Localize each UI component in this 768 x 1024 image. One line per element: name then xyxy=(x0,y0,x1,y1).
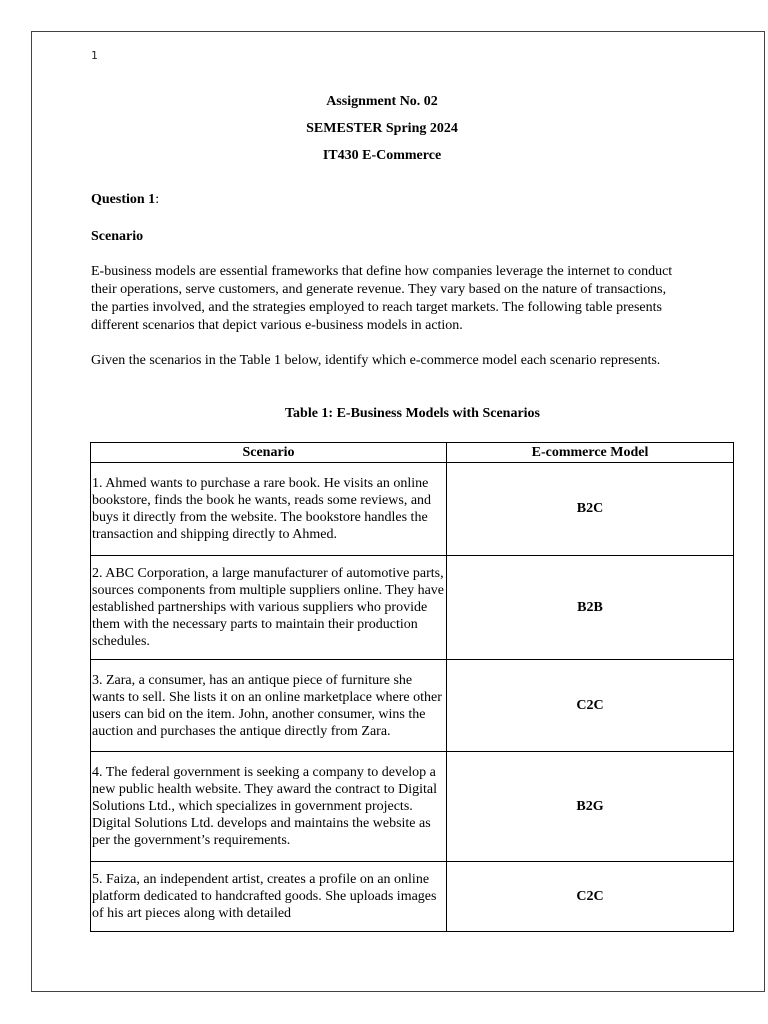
table-row xyxy=(91,463,734,556)
assignment-title: Assignment No. 02 xyxy=(326,94,438,109)
page-number: 1 xyxy=(91,49,98,62)
table-caption: Table 1: E-Business Models with Scenarios xyxy=(284,406,540,421)
intro-paragraph: E-business models are essential frameworks that define how companies leverage the internet to conduct their operations, serve customers, and generate revenue. They vary based on the nature of transactions, the parties involved, and the strategies employed to reach target markets. The following table presents different scenarios that depict various e-business models in action. xyxy=(91,264,673,333)
table-row xyxy=(91,752,734,862)
model-cell: B2B xyxy=(447,556,734,660)
scenario-cell: 4. The federal government is seeking a company to develop a new public health website. They award the contract to Digital Solutions Ltd., which specializes in government projects. Digital Solutions Ltd. develops and maintains the website as per the government’s requirements. xyxy=(91,752,447,862)
table-row xyxy=(91,862,734,932)
scenario-heading: Scenario xyxy=(91,229,144,244)
header-scenario: Scenario xyxy=(91,443,447,463)
table-header-row xyxy=(91,443,734,463)
scenario-cell: 3. Zara, a consumer, has an antique piece of furniture she wants to sell. She lists it on an online marketplace where other users can bid on the item. John, another consumer, wins the auction and purchases the antique directly from Zara. xyxy=(91,660,447,752)
scenario-cell: 1. Ahmed wants to purchase a rare book. He visits an online bookstore, finds the book he wants, reads some reviews, and buys it directly from the website. The bookstore handles the transaction and shipping directly to Ahmed. xyxy=(91,463,447,556)
question-suffix: : xyxy=(155,192,160,207)
table-row xyxy=(91,660,734,752)
model-cell: B2G xyxy=(447,752,734,862)
document-page xyxy=(31,31,765,992)
question-heading xyxy=(91,192,159,208)
scenario-cell: 5. Faiza, an independent artist, creates a profile on an online platform dedicated to handcrafted goods. She uploads images of his art pieces along with detailed xyxy=(91,862,447,932)
header-model: E-commerce Model xyxy=(447,443,734,463)
model-cell: C2C xyxy=(447,660,734,752)
ecommerce-models-table xyxy=(90,442,734,932)
instruction-paragraph: Given the scenarios in the Table 1 below, identify which e-commerce model each scenario represents. xyxy=(91,353,661,368)
model-cell: B2C xyxy=(447,463,734,556)
table-row xyxy=(91,556,734,660)
question-label: Question 1 xyxy=(91,192,156,207)
model-cell: C2C xyxy=(447,862,734,932)
semester-title: SEMESTER Spring 2024 xyxy=(306,121,458,136)
scenario-cell: 2. ABC Corporation, a large manufacturer of automotive parts, sources components from multiple suppliers online. They have established partnerships with various suppliers who provide them with the necessary parts to maintain their production schedules. xyxy=(91,556,447,660)
course-title: IT430 E-Commerce xyxy=(322,148,442,163)
